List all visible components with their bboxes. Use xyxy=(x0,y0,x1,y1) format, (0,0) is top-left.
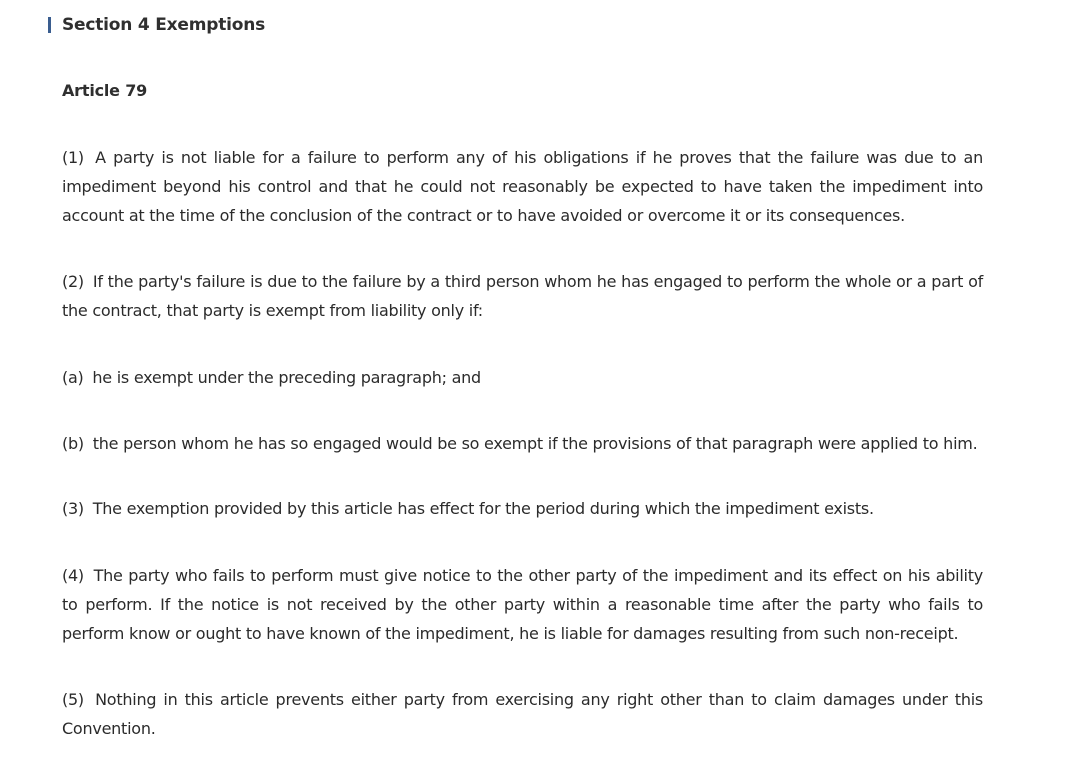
paragraph-number: (5) xyxy=(62,690,84,709)
paragraph-number: (b) xyxy=(62,434,84,453)
paragraph-text: If the party's failure is due to the failure by a third person whom he has engaged to perform the whole or a part of the contract, that party is exempt from liability only if: xyxy=(62,272,983,320)
paragraph-4 xyxy=(62,561,983,648)
paragraph-number: (a) xyxy=(62,368,84,387)
paragraph-number: (2) xyxy=(62,272,84,291)
paragraph-text: Nothing in this article prevents either party from exercising any right other than to claim damages under this Convention. xyxy=(62,690,983,738)
article-title: Article 79 xyxy=(62,81,148,100)
paragraph-5 xyxy=(62,685,983,743)
paragraph-2b xyxy=(62,429,983,458)
paragraph-text: The exemption provided by this article has effect for the period during which the impediment exists. xyxy=(92,499,874,518)
paragraph-number: (4) xyxy=(62,566,84,585)
paragraph-2a xyxy=(62,363,983,392)
section-title: Section 4 Exemptions xyxy=(62,15,266,35)
section-accent-bar xyxy=(48,17,51,33)
paragraph-text: he is exempt under the preceding paragraph; and xyxy=(92,368,481,387)
paragraph-text: The party who fails to perform must give notice to the other party of the impediment and its effect on his ability to perform. If the notice is not received by the other party within a reasonable time after the party who fails to perform know or ought to have known of the impediment, he is liable for damages resulting from such non-receipt. xyxy=(62,566,983,643)
paragraph-text: A party is not liable for a failure to perform any of his obligations if he proves that the failure was due to an impediment beyond his control and that he could not reasonably be expected to have taken the impediment into account at the time of the conclusion of the contract or to have avoided or overcome it or its consequences. xyxy=(62,148,983,225)
paragraph-1 xyxy=(62,143,983,230)
section-heading xyxy=(48,14,265,36)
paragraph-2 xyxy=(62,267,983,325)
paragraph-number: (3) xyxy=(62,499,84,518)
paragraph-text: the person whom he has so engaged would be so exempt if the provisions of that paragraph were applied to him. xyxy=(92,434,978,453)
paragraph-number: (1) xyxy=(62,148,84,167)
paragraph-3 xyxy=(62,494,983,523)
